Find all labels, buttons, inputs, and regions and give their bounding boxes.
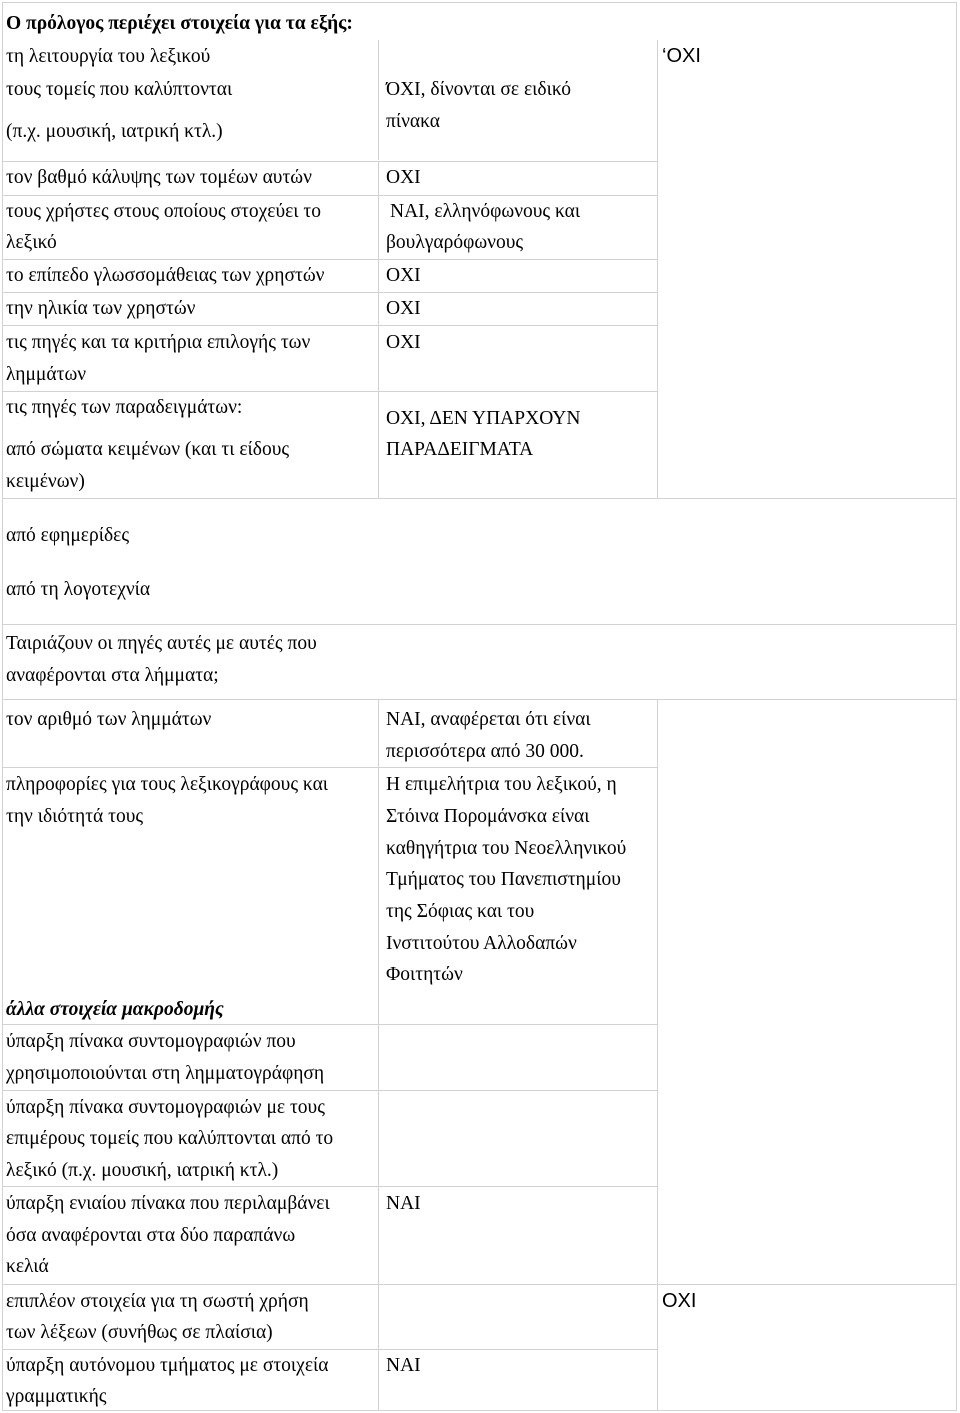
column-divider [378, 700, 379, 1410]
row-value: Τμήματος του Πανεπιστημίου [386, 869, 621, 890]
row-label: από σώματα κειμένων (και τι είδους [6, 439, 290, 460]
row-divider [2, 699, 957, 700]
row-value: ΟΧΙ [662, 1290, 697, 1312]
row-divider [2, 1284, 957, 1285]
column-divider [657, 40, 658, 498]
column-divider [657, 700, 658, 1410]
row-value: Φοιτητών [386, 964, 463, 985]
row-label: ύπαρξη αυτόνομου τμήματος με στοιχεία [6, 1355, 329, 1376]
page-title: Ο πρόλογος περιέχει στοιχεία για τα εξής: [6, 13, 353, 34]
row-label: τον αριθμό των λημμάτων [6, 709, 212, 730]
row-value: ΟΧΙ [386, 167, 421, 188]
row-label: Ταιριάζουν οι πηγές αυτές με αυτές που [6, 633, 317, 654]
row-label: τον βαθμό κάλυψης των τομέων αυτών [6, 167, 312, 188]
row-value: ΝΑΙ, ελληνόφωνους και [390, 201, 581, 222]
row-label: τις πηγές και τα κριτήρια επιλογής των [6, 332, 311, 353]
row-value: ‘ΟΧΙ [662, 45, 701, 67]
row-value: ΝΑΙ, αναφέρεται ότι είναι [386, 709, 591, 730]
row-value: περισσότερα από 30 000. [386, 741, 584, 762]
row-value: πίνακα [386, 111, 440, 132]
row-label: λεξικό [6, 232, 57, 253]
row-value: Ινστιτούτου Αλλοδαπών [386, 933, 577, 954]
column-divider [378, 162, 379, 498]
row-label: κελιά [6, 1256, 49, 1277]
row-value: ΌΧΙ, δίνονται σε ειδικό [386, 79, 571, 100]
row-value: Η επιμελήτρια του λεξικού, η [386, 774, 617, 795]
row-label: αναφέρονται στα λήμματα; [6, 665, 219, 686]
row-label: όσα αναφέρονται στα δύο παραπάνω [6, 1225, 296, 1246]
row-label: λεξικό (π.χ. μουσική, ιατρική κτλ.) [6, 1160, 279, 1181]
row-value: ΟΧΙ [386, 332, 421, 353]
section-heading: άλλα στοιχεία μακροδομής [6, 999, 224, 1020]
row-label: ύπαρξη πίνακα συντομογραφιών που [6, 1031, 296, 1052]
row-value: ΝΑΙ [386, 1355, 421, 1376]
row-value: ΝΑΙ [386, 1193, 421, 1214]
row-label: πληροφορίες για τους λεξικογράφους και [6, 774, 329, 795]
row-label: κειμένων) [6, 471, 85, 492]
row-value: ΠΑΡΑΔΕΙΓΜΑΤΑ [386, 439, 534, 460]
row-label: τη λειτουργία του λεξικού [6, 46, 211, 67]
row-label: επιπλέον στοιχεία για τη σωστή χρήση [6, 1291, 309, 1312]
row-label: την ηλικία των χρηστών [6, 298, 196, 319]
row-label: λημμάτων [6, 364, 87, 385]
table-border-right [956, 2, 957, 1411]
row-value: ΟΧΙ, ΔΕΝ ΥΠΑΡΧΟΥΝ [386, 408, 581, 429]
row-value: της Σόφιας και του [386, 901, 535, 922]
row-value: βουλγαρόφωνους [386, 232, 524, 253]
row-value: ΟΧΙ [386, 298, 421, 319]
row-value: ΟΧΙ [386, 265, 421, 286]
row-label: ύπαρξη ενιαίου πίνακα που περιλαμβάνει [6, 1193, 330, 1214]
row-divider [2, 624, 957, 625]
table-border-top [2, 2, 957, 3]
row-label: (π.χ. μουσική, ιατρική κτλ.) [6, 121, 223, 142]
table-border-bottom [2, 1410, 957, 1411]
row-divider [2, 1090, 657, 1091]
row-label: χρησιμοποιούνται στη λημματογράφηση [6, 1063, 325, 1084]
row-label: τους τομείς που καλύπτονται [6, 79, 233, 100]
row-label: των λέξεων (συνήθως σε πλαίσια) [6, 1322, 273, 1343]
row-value: καθηγήτρια του Νεοελληνικού [386, 838, 627, 859]
table-border-left [2, 2, 3, 1411]
row-divider [2, 498, 957, 499]
row-label: επιμέρους τομείς που καλύπτονται από το [6, 1128, 334, 1149]
row-label: την ιδιότητά τους [6, 806, 144, 827]
row-value: Στόινα Πορομάνσκα είναι [386, 806, 590, 827]
row-label: τις πηγές των παραδειγμάτων: [6, 397, 243, 418]
row-label: από εφημερίδες [6, 525, 130, 546]
row-divider [2, 325, 657, 326]
row-label: από τη λογοτεχνία [6, 579, 151, 600]
row-label: τους χρήστες στους οποίους στοχεύει το [6, 201, 321, 222]
column-divider [378, 40, 379, 160]
row-label: το επίπεδο γλωσσομάθειας των χρηστών [6, 265, 325, 286]
row-label: γραμματικής [6, 1386, 107, 1407]
row-label: ύπαρξη πίνακα συντομογραφιών με τους [6, 1097, 325, 1118]
